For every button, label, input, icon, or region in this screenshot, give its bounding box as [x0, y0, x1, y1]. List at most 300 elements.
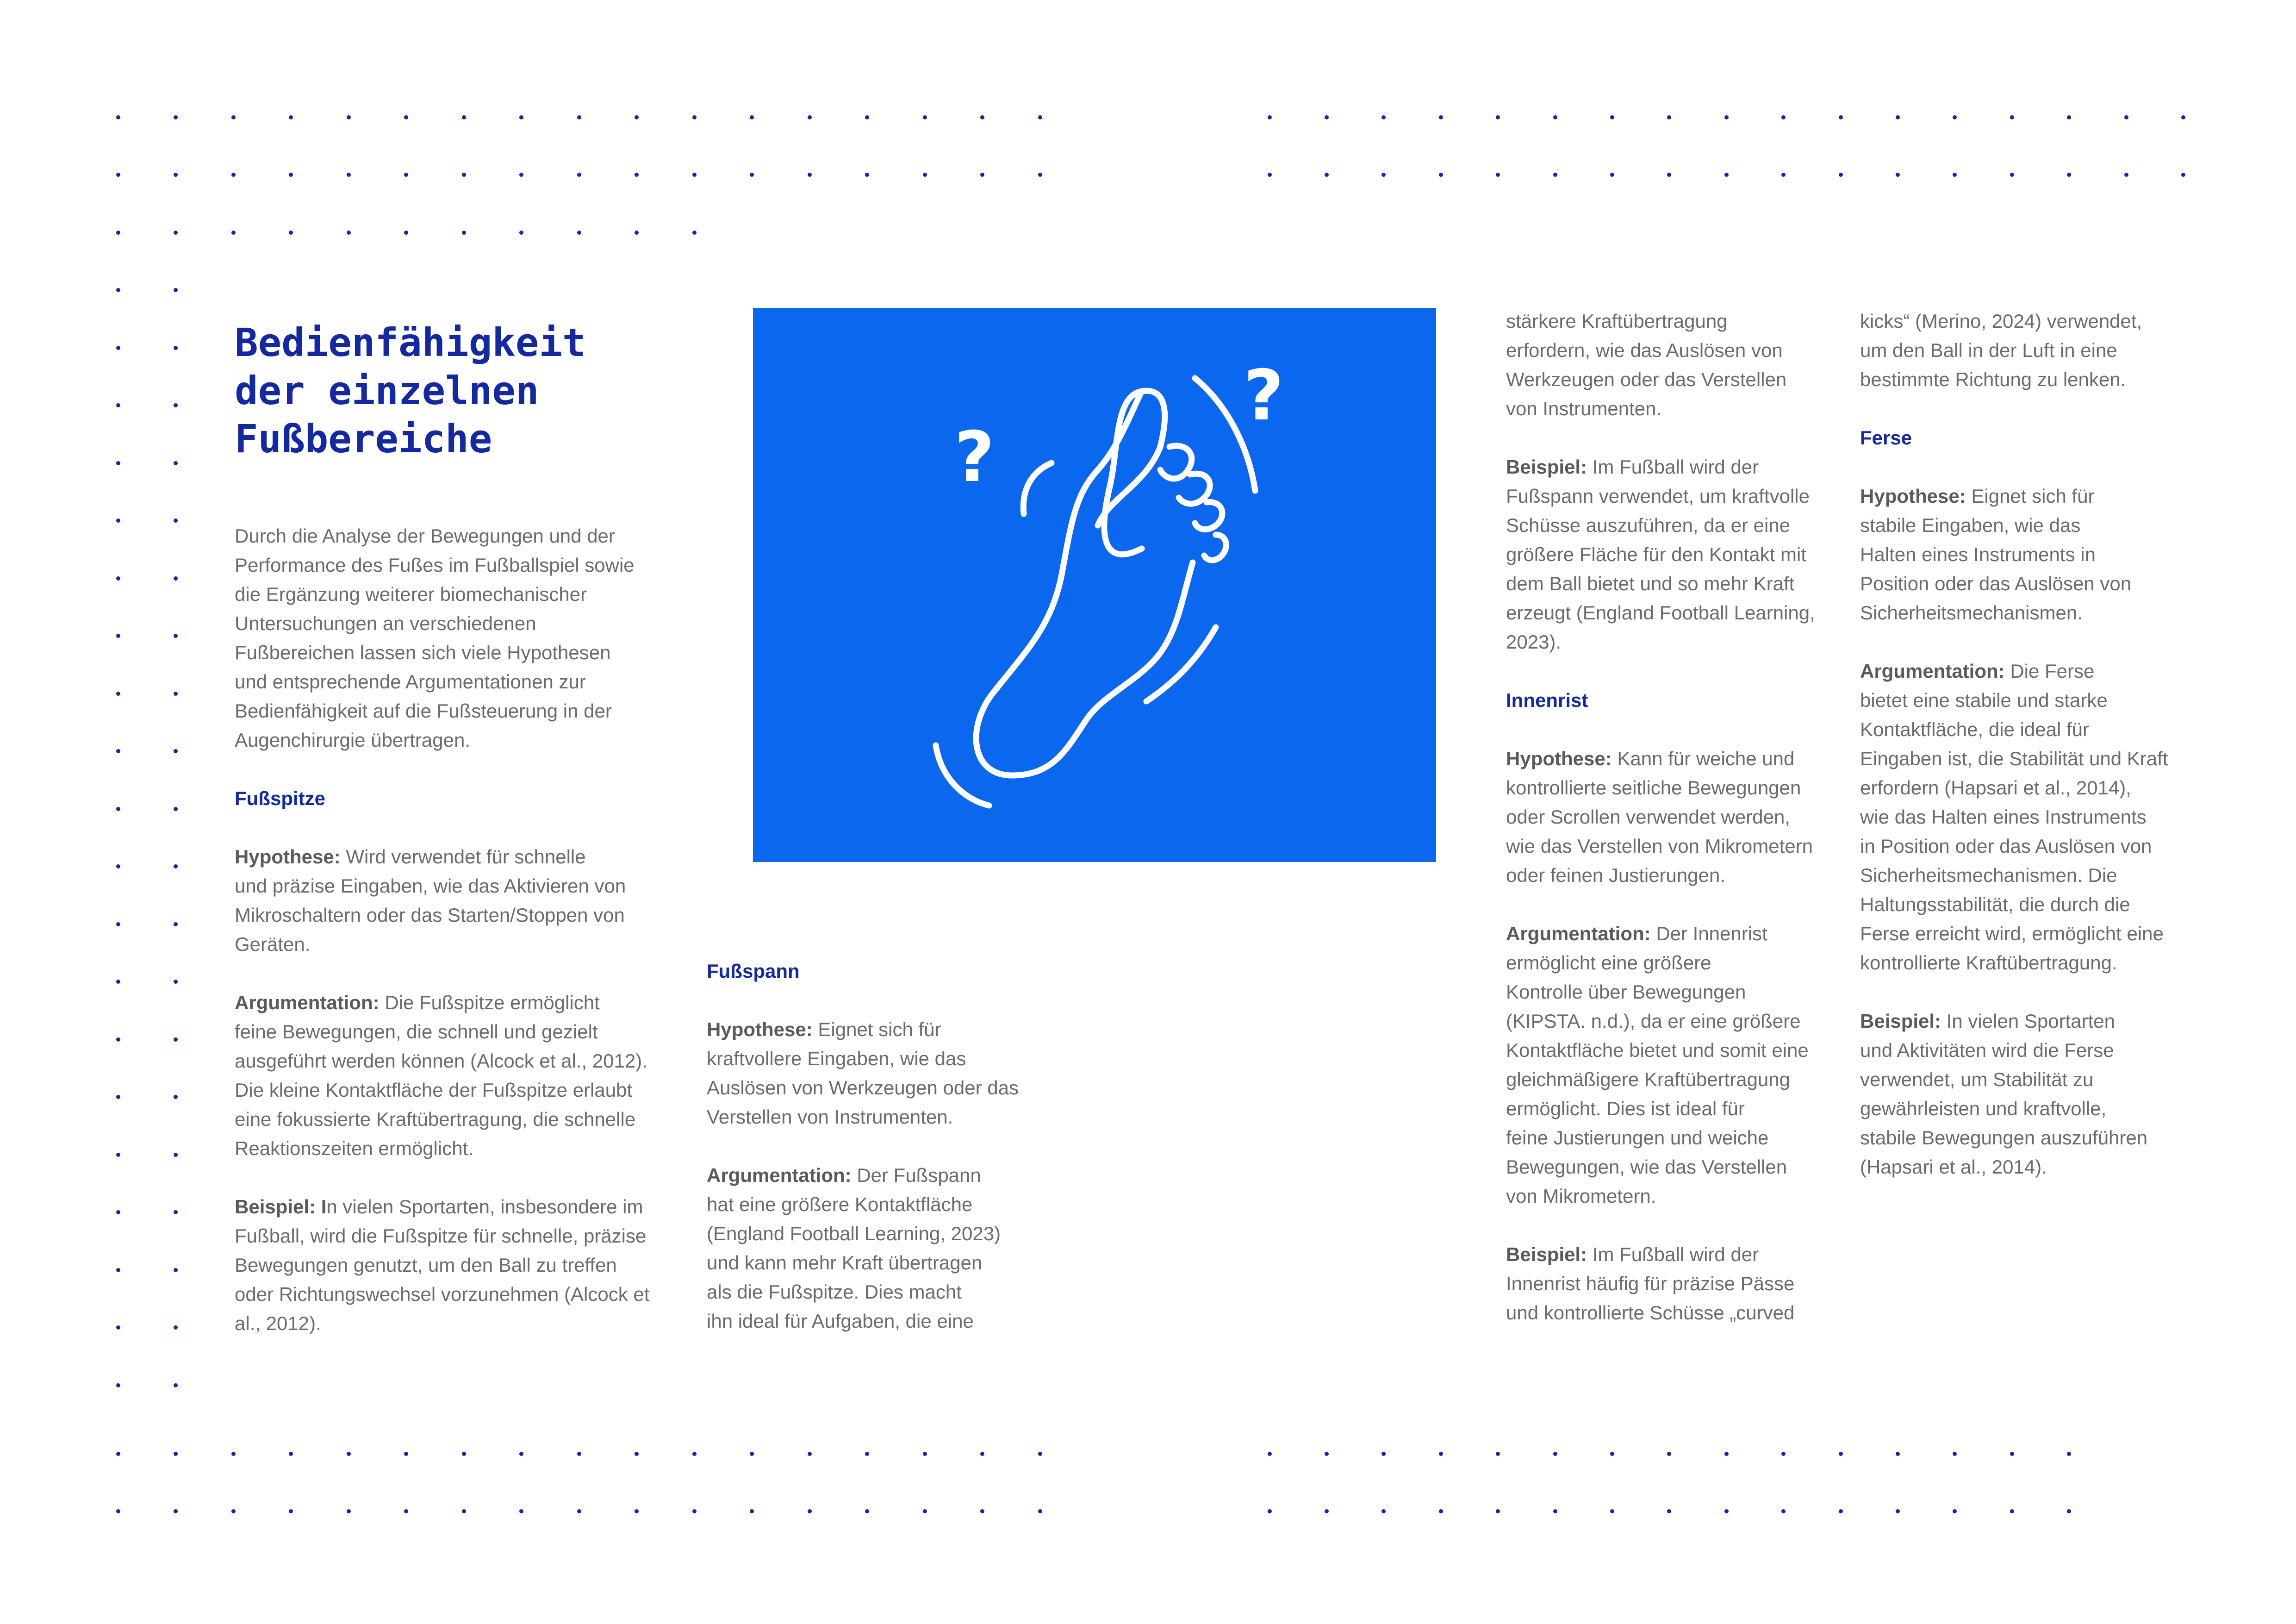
text-run: und präzise Eingaben, wie das Aktivieren von [235, 875, 626, 897]
text-line [235, 1250, 688, 1280]
grid-dot [1781, 1509, 1786, 1513]
grid-dot [1496, 1452, 1500, 1456]
grid-dot [635, 1509, 639, 1513]
text-run: und Aktivitäten wird die Ferse [1860, 1039, 2114, 1061]
grid-dot [519, 231, 523, 235]
grid-dot [692, 1452, 697, 1456]
text-line [235, 1309, 688, 1338]
text-line [707, 1102, 1086, 1131]
grid-dot [231, 115, 236, 119]
text-line [1506, 1152, 1858, 1181]
grid-dot [174, 1095, 178, 1099]
grid-dot [577, 1452, 581, 1456]
text-run: Bewegungen genutzt, um den Ball zu treffen [235, 1254, 617, 1276]
text-run: Der Fußspann [857, 1164, 981, 1186]
grid-dot [1553, 1509, 1557, 1513]
grid-dot [174, 403, 178, 407]
grid-dot [462, 231, 466, 235]
text-run: kraftvollere Eingaben, wie das [707, 1048, 966, 1069]
label-bold: Hypothese: [235, 846, 346, 868]
text-line [235, 1105, 688, 1134]
text-line [1860, 511, 2240, 540]
grid-dot [1381, 173, 1386, 177]
grid-dot [1839, 1509, 1843, 1513]
grid-dot [116, 922, 120, 926]
grid-dot [808, 1452, 812, 1456]
text-run: stabile Eingaben, wie das [1860, 514, 2081, 536]
grid-dot [635, 173, 639, 177]
grid-dot [2124, 115, 2128, 119]
grid-dot [174, 1452, 178, 1456]
grid-dot [462, 115, 466, 119]
text-run: Werkzeugen oder das Verstellen [1506, 369, 1787, 390]
text-line [1506, 1240, 1858, 1269]
grid-dot [1896, 115, 1900, 119]
paragraph [1860, 306, 2240, 394]
paragraph [1506, 1240, 1858, 1327]
grid-dot [116, 1037, 120, 1042]
text-run: Eignet sich für [818, 1018, 941, 1040]
grid-dot [2010, 1509, 2014, 1513]
text-line [1860, 686, 2240, 715]
paragraph [1506, 452, 1858, 656]
grid-dot [116, 1153, 120, 1157]
grid-dot [174, 461, 178, 465]
grid-dot [519, 1509, 523, 1513]
grid-dot [808, 173, 812, 177]
page-title [235, 319, 651, 463]
grid-dot [1610, 115, 1614, 119]
grid-dot [1439, 173, 1443, 177]
grid-dot [347, 231, 351, 235]
text-line [235, 1075, 688, 1105]
grid-dot [1667, 1509, 1671, 1513]
text-run: Ferse erreicht wird, ermöglicht eine [1860, 923, 2164, 944]
grid-dot [174, 922, 178, 926]
grid-dot [174, 1509, 178, 1513]
text-line [1860, 306, 2240, 336]
grid-dot [174, 576, 178, 581]
label-bold: Beispiel: [1506, 456, 1593, 478]
text-line [235, 521, 688, 550]
grid-dot [1896, 1452, 1900, 1456]
text-run: und kontrollierte Schüsse „curved [1506, 1302, 1795, 1324]
grid-dot [1610, 1452, 1614, 1456]
grid-dot [2010, 173, 2014, 177]
text-run: kontrollierte seitliche Bewegungen [1506, 777, 1801, 799]
grid-dot [174, 1383, 178, 1387]
text-run: Kann für weiche und [1617, 748, 1795, 769]
grid-dot [116, 173, 120, 177]
page-title-line: der einzelnen [235, 368, 539, 413]
text-run: Im Fußball wird der [1592, 456, 1759, 478]
text-run: Fußball, wird die Fußspitze für schnelle, präzise [235, 1225, 647, 1247]
grid-dot [116, 1325, 120, 1330]
text-line [1506, 569, 1858, 598]
grid-dot [1325, 173, 1329, 177]
text-run: größere Fläche für den Kontakt mit [1506, 543, 1806, 565]
grid-dot [174, 346, 178, 350]
grid-dot [1953, 1452, 1957, 1456]
grid-dot [1724, 1452, 1729, 1456]
text-run: um den Ball in der Luft in eine [1860, 339, 2117, 361]
text-line [1506, 336, 1858, 365]
section-heading: Ferse [1860, 427, 1912, 449]
grid-dot [1496, 173, 1500, 177]
paragraph [235, 1192, 688, 1338]
text-run: und entsprechende Argumentationen zur [235, 671, 586, 693]
grid-dot [174, 115, 178, 119]
grid-dot [577, 173, 581, 177]
label-bold: Hypothese: [707, 1018, 818, 1040]
text-column-2 [707, 956, 1086, 1336]
text-run: verwendet, um Stabilität zu [1860, 1068, 2094, 1090]
grid-dot [1325, 1452, 1329, 1456]
text-line [1506, 394, 1858, 423]
grid-dot [116, 1210, 120, 1214]
text-run: Die Ferse [2010, 660, 2095, 682]
grid-dot [1553, 115, 1557, 119]
text-line [1860, 715, 2240, 744]
grid-dot [116, 749, 120, 753]
grid-dot [462, 173, 466, 177]
text-line [1506, 481, 1858, 511]
grid-dot [174, 173, 178, 177]
grid-dot [174, 1210, 178, 1214]
text-line [1506, 452, 1858, 481]
grid-dot [289, 1509, 293, 1513]
text-line [1860, 861, 2240, 890]
text-run: Bewegungen, wie das Verstellen [1506, 1156, 1787, 1178]
grid-dot [1781, 173, 1786, 177]
grid-dot [1953, 115, 1957, 119]
text-line [235, 900, 688, 930]
grid-dot [116, 980, 120, 984]
grid-dot [635, 1452, 639, 1456]
grid-dot [289, 1452, 293, 1456]
grid-dot [808, 115, 812, 119]
text-line [1860, 1006, 2240, 1036]
text-line [1506, 1036, 1858, 1065]
grid-dot [289, 115, 293, 119]
text-run: Die kleine Kontaktfläche der Fußspitze erlaubt [235, 1079, 633, 1101]
grid-dot [174, 1268, 178, 1272]
text-line [1860, 1065, 2240, 1094]
text-line [1506, 1006, 1858, 1036]
text-line [235, 871, 688, 900]
text-run: wie das Halten eines Instruments [1860, 806, 2147, 828]
text-run: Im Fußball wird der [1592, 1243, 1759, 1265]
grid-dot [2181, 173, 2185, 177]
grid-dot [1896, 1509, 1900, 1513]
text-run: Haltungsstabilität, die durch die [1860, 893, 2130, 915]
text-run: hat eine größere Kontaktfläche [707, 1193, 973, 1215]
grid-dot [1953, 1509, 1957, 1513]
grid-dot [635, 115, 639, 119]
paragraph [1860, 481, 2240, 627]
grid-dot [865, 115, 869, 119]
grid-dot [865, 173, 869, 177]
grid-dot [750, 115, 754, 119]
grid-dot [116, 1268, 120, 1272]
text-line [1860, 890, 2240, 919]
grid-dot [404, 115, 408, 119]
text-line [235, 842, 688, 871]
label-bold: Beispiel: [1506, 1243, 1593, 1265]
grid-dot [1381, 1452, 1386, 1456]
text-line [1506, 1094, 1858, 1123]
grid-dot [404, 1509, 408, 1513]
text-line [235, 988, 688, 1017]
text-line [1860, 948, 2240, 977]
paragraph [1860, 1006, 2240, 1181]
grid-dot [750, 1452, 754, 1456]
text-run: gewährleisten und kraftvolle, [1860, 1098, 2107, 1119]
text-run: (Hapsari et al., 2014). [1860, 1156, 2047, 1178]
grid-dot [347, 1452, 351, 1456]
grid-dot [692, 115, 697, 119]
grid-dot [174, 634, 178, 638]
grid-dot [1496, 1509, 1500, 1513]
text-line [707, 1306, 1086, 1336]
text-line [1506, 511, 1858, 540]
text-line [1860, 481, 2240, 511]
text-line [707, 1015, 1086, 1044]
section-heading: Innenrist [1506, 689, 1588, 711]
text-run: Fußspann verwendet, um kraftvolle [1506, 485, 1810, 507]
grid-dot [231, 173, 236, 177]
grid-dot [174, 864, 178, 868]
text-line [1860, 656, 2240, 686]
text-column-4 [1860, 306, 2240, 1181]
text-line [1506, 861, 1858, 890]
label-bold: Hypothese: [1860, 485, 1972, 507]
text-line [1506, 1298, 1858, 1327]
grid-dot [577, 231, 581, 235]
text-line [1860, 540, 2240, 569]
section-heading: Fußspitze [235, 787, 325, 809]
text-run: erfordern, wie das Auslösen von [1506, 339, 1783, 361]
grid-dot [1610, 1509, 1614, 1513]
text-line [235, 696, 688, 725]
text-run: Eignet sich für [1971, 485, 2095, 507]
grid-dot [231, 1509, 236, 1513]
text-line [235, 1134, 688, 1163]
grid-dot [1896, 173, 1900, 177]
text-run: (England Football Learning, 2023) [707, 1223, 1001, 1244]
text-run: von Instrumenten. [1506, 398, 1662, 419]
text-line [1506, 598, 1858, 627]
grid-dot [404, 1452, 408, 1456]
text-line [235, 1221, 688, 1250]
question-mark: ? [954, 417, 995, 498]
text-line [707, 1248, 1086, 1277]
grid-dot [923, 115, 927, 119]
grid-dot [923, 173, 927, 177]
text-line [235, 930, 688, 959]
grid-dot [2124, 173, 2128, 177]
grid-dot [1496, 115, 1500, 119]
grid-dot [1038, 173, 1042, 177]
grid-dot [865, 1509, 869, 1513]
grid-dot [980, 1452, 984, 1456]
text-line [1860, 569, 2240, 598]
text-line [1506, 1269, 1858, 1298]
grid-dot [116, 1383, 120, 1387]
grid-dot [1325, 1509, 1329, 1513]
grid-dot [174, 980, 178, 984]
text-run: Der Innenrist [1656, 923, 1767, 944]
grid-dot [231, 231, 236, 235]
grid-dot [347, 115, 351, 119]
text-line [1506, 919, 1858, 948]
text-line [707, 1044, 1086, 1073]
grid-dot [808, 1509, 812, 1513]
text-run: bestimmte Richtung zu lenken. [1860, 369, 2126, 390]
grid-dot [2067, 115, 2071, 119]
grid-dot [116, 1452, 120, 1456]
grid-dot [116, 346, 120, 350]
grid-dot [635, 231, 639, 235]
grid-dot [2067, 1509, 2071, 1513]
grid-dot [174, 518, 178, 523]
question-mark: ? [1244, 356, 1284, 436]
grid-dot [519, 1452, 523, 1456]
grid-dot [347, 1509, 351, 1513]
text-run: Position oder das Auslösen von [1860, 573, 2132, 594]
grid-dot [462, 1509, 466, 1513]
grid-dot [1381, 115, 1386, 119]
grid-dot [1439, 1509, 1443, 1513]
text-line [1506, 977, 1858, 1006]
text-line [1506, 1123, 1858, 1152]
grid-dot [404, 231, 408, 235]
text-run: Auslösen von Werkzeugen oder das [707, 1077, 1019, 1099]
label-bold: Beispiel: I [235, 1196, 327, 1218]
paragraph [1506, 744, 1858, 890]
paragraph [235, 521, 688, 755]
grid-dot [116, 1509, 120, 1513]
text-line [1506, 948, 1858, 977]
text-run: In vielen Sportarten [1946, 1010, 2115, 1032]
text-line [707, 1190, 1086, 1219]
grid-dot [1553, 1452, 1557, 1456]
text-line [1506, 1181, 1858, 1211]
text-run: stärkere Kraftübertragung [1506, 310, 1728, 332]
text-run: ausgeführt werden können (Alcock et al., 2012). [235, 1050, 647, 1072]
grid-dot [519, 115, 523, 119]
paragraph [1860, 656, 2240, 977]
section-heading: Fußspann [707, 960, 800, 982]
grid-dot [923, 1452, 927, 1456]
paragraph [235, 988, 688, 1163]
text-line [1506, 627, 1858, 656]
text-line [235, 1192, 688, 1221]
label-bold: Beispiel: [1860, 1010, 1947, 1032]
label-bold: Argumentation: [707, 1164, 857, 1186]
grid-dot [1610, 173, 1614, 177]
text-run: gleichmäßigere Kraftübertragung [1506, 1068, 1791, 1090]
text-line [1506, 744, 1858, 773]
text-run: Kontrolle über Bewegungen [1506, 981, 1746, 1003]
text-run: erfordern (Hapsari et al., 2014), [1860, 777, 2131, 799]
text-run: wie das Verstellen von Mikrometern [1506, 835, 1813, 857]
grid-dot [980, 115, 984, 119]
grid-dot [174, 807, 178, 811]
text-run: ihn ideal für Aufgaben, die eine [707, 1310, 974, 1332]
text-line [235, 1017, 688, 1046]
text-run: Performance des Fußes im Fußballspiel sowie [235, 554, 635, 576]
grid-dot [174, 749, 178, 753]
grid-dot [1325, 115, 1329, 119]
text-run: oder feinen Justierungen. [1506, 864, 1725, 886]
grid-dot [1038, 1452, 1042, 1456]
grid-dot [1553, 173, 1557, 177]
foot-illustration [753, 308, 1436, 862]
text-run: Augenchirurgie übertragen. [235, 729, 471, 751]
text-line [235, 580, 688, 609]
text-line [1860, 831, 2240, 861]
grid-dot [1724, 173, 1729, 177]
grid-dot [462, 1452, 466, 1456]
grid-dot [116, 231, 120, 235]
grid-dot [692, 173, 697, 177]
paragraph [707, 1161, 1086, 1336]
text-line [1506, 306, 1858, 336]
text-run: (KIPSTA. n.d.), da er eine größere [1506, 1010, 1801, 1032]
text-run: und kann mehr Kraft übertragen [707, 1252, 983, 1274]
grid-dot [116, 807, 120, 811]
grid-dot [1268, 1509, 1272, 1513]
grid-dot [577, 115, 581, 119]
grid-dot [2010, 115, 2014, 119]
grid-dot [116, 692, 120, 696]
grid-dot [116, 864, 120, 868]
text-run: die Ergänzung weiterer biomechanischer [235, 583, 587, 605]
text-line [1506, 831, 1858, 861]
grid-dot [1839, 173, 1843, 177]
text-run: 2023). [1506, 631, 1562, 653]
text-column-1 [235, 521, 688, 1338]
grid-dot [1781, 1452, 1786, 1456]
text-line [235, 550, 688, 580]
label-bold: Argumentation: [235, 992, 385, 1013]
grid-dot [347, 173, 351, 177]
grid-dot [116, 403, 120, 407]
text-line [235, 725, 688, 755]
grid-dot [980, 173, 984, 177]
text-line [1860, 1152, 2240, 1181]
text-run: oder Scrollen verwendet werden, [1506, 806, 1791, 828]
text-run: erzeugt (England Football Learning, [1506, 602, 1815, 624]
label-bold: Hypothese: [1506, 748, 1618, 769]
text-run: Mikroschaltern oder das Starten/Stoppen von [235, 904, 625, 926]
label-bold: Argumentation: [1860, 660, 2010, 682]
grid-dot [750, 1509, 754, 1513]
text-line [235, 1280, 688, 1309]
grid-dot [692, 231, 697, 235]
text-line [707, 1277, 1086, 1306]
grid-dot [174, 288, 178, 292]
grid-dot [1268, 173, 1272, 177]
foot-outline-icon [753, 308, 1436, 862]
text-line [1860, 744, 2240, 773]
text-line [1506, 773, 1858, 802]
grid-dot [2067, 173, 2071, 177]
text-line [235, 667, 688, 696]
paragraph [1506, 306, 1858, 423]
grid-dot [1268, 115, 1272, 119]
